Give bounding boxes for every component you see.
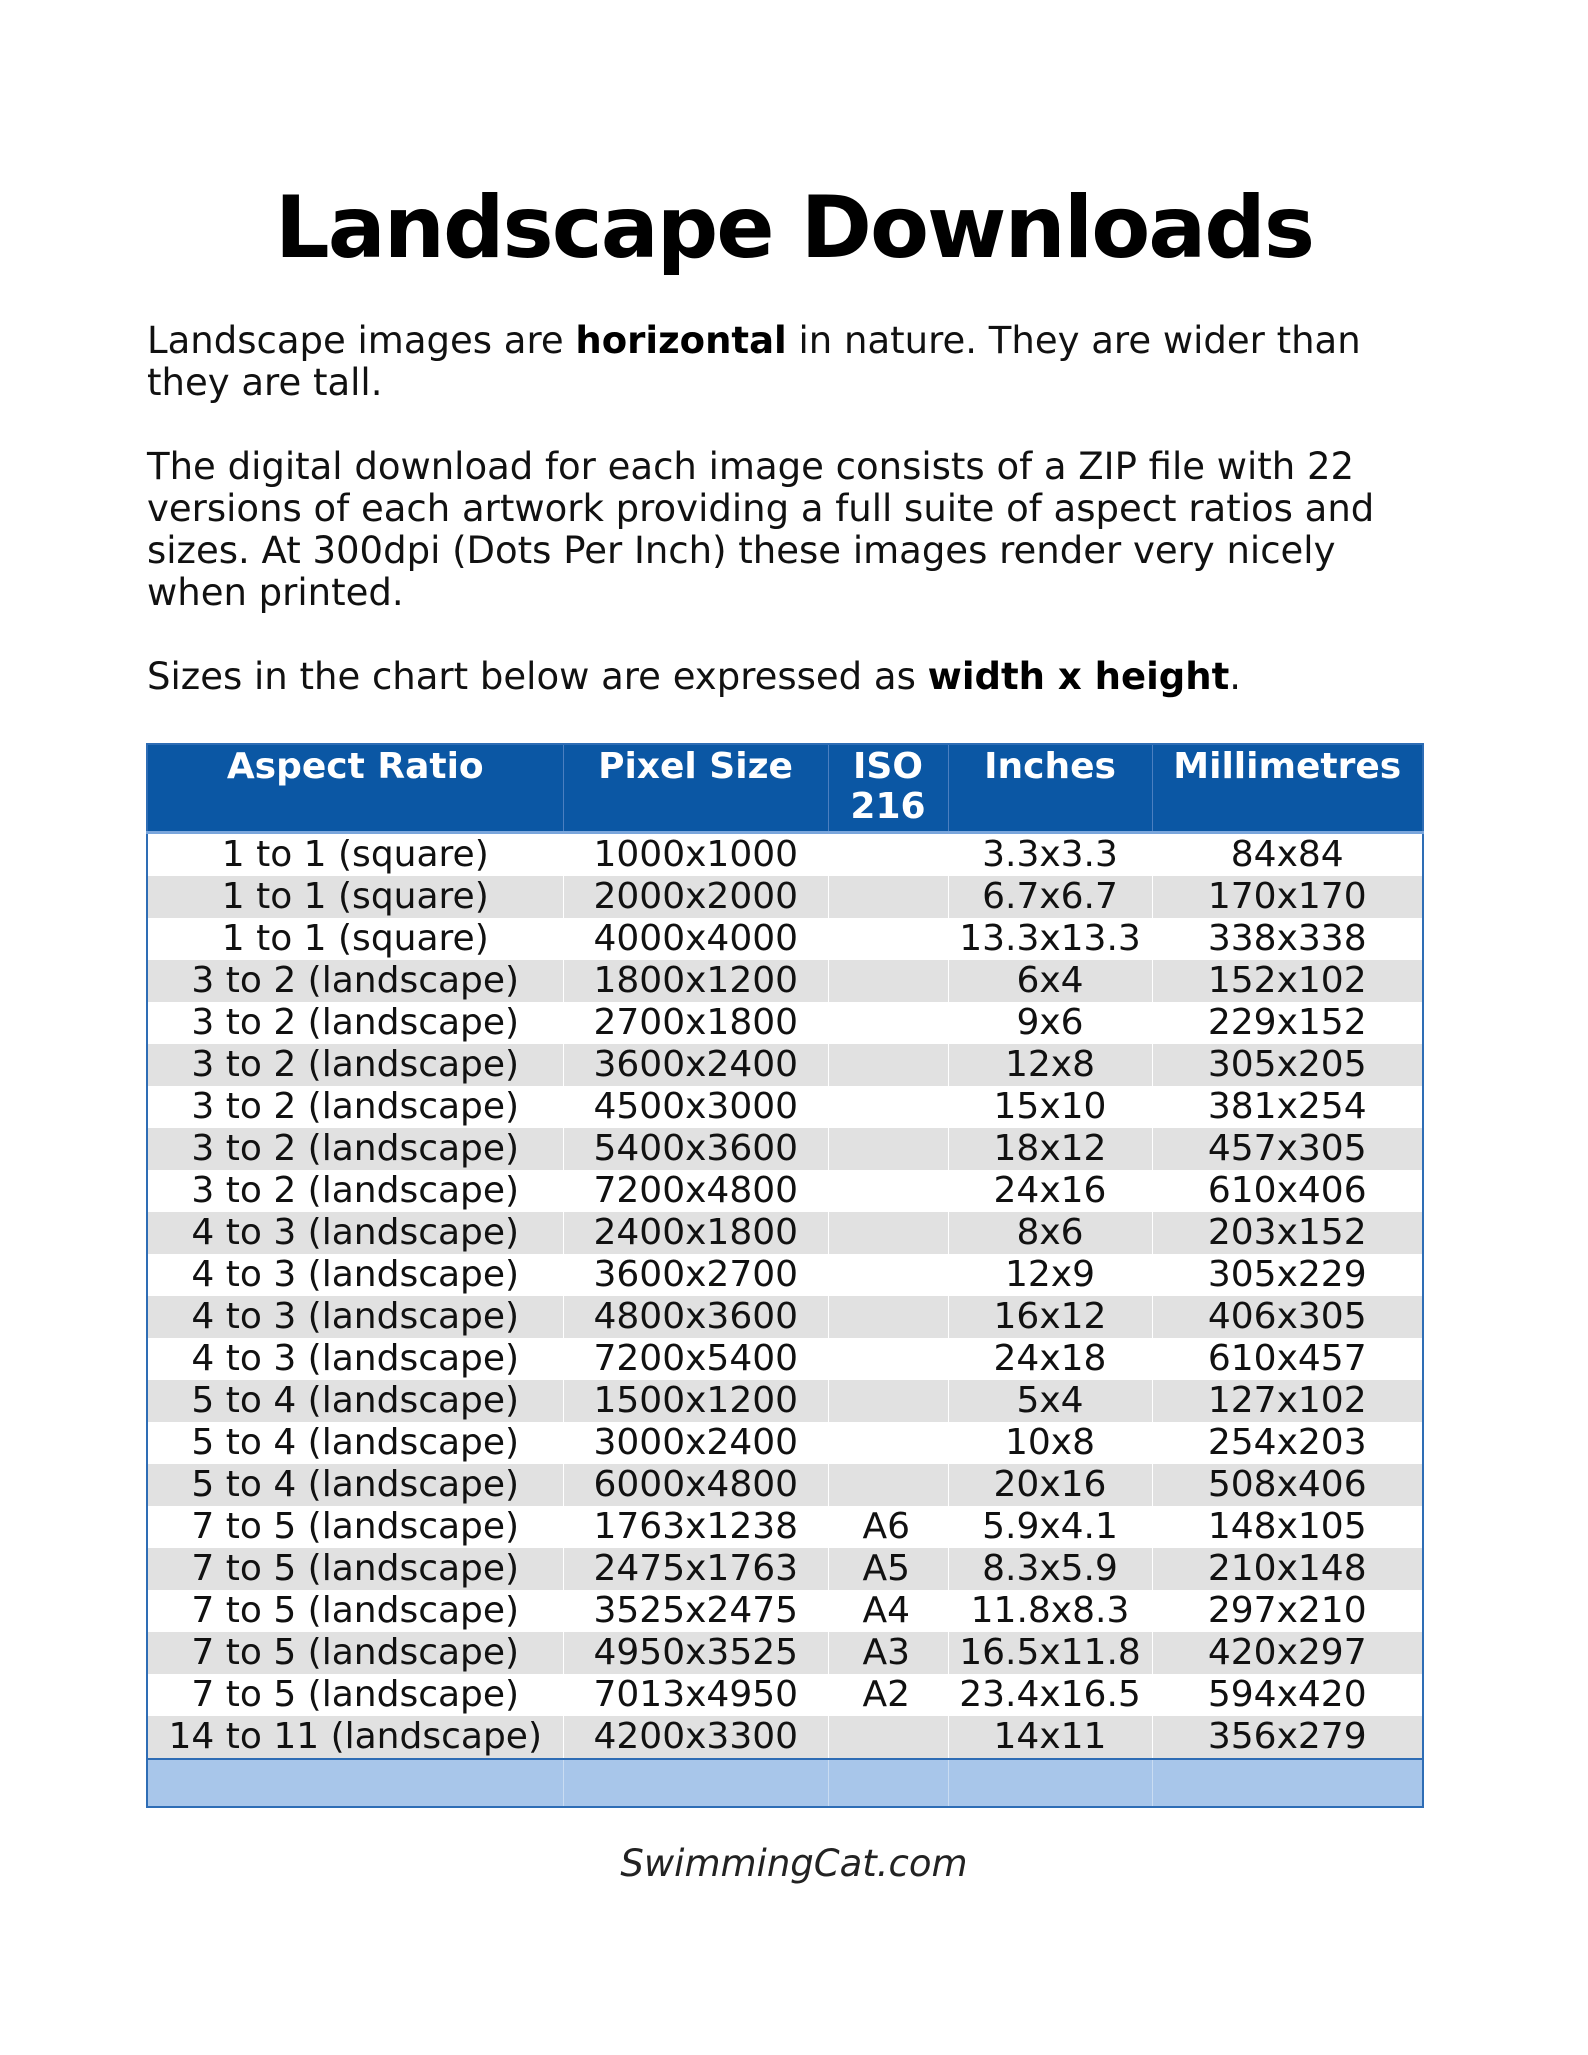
cell-inches: 12x9 [948, 1254, 1152, 1296]
table-row [147, 1254, 1423, 1296]
cell-iso-216 [828, 1380, 948, 1422]
cell-millimetres: 305x205 [1152, 1044, 1423, 1086]
cell-aspect-ratio: 1 to 1 (square) [147, 918, 563, 960]
size-table [146, 743, 1424, 1808]
table-row [147, 1422, 1423, 1464]
intro-paragraph-sizes [147, 656, 1447, 698]
cell-pixel-size: 7013x4950 [563, 1674, 828, 1716]
table-row [147, 1086, 1423, 1128]
cell-iso-216 [828, 1170, 948, 1212]
table-row [147, 1002, 1423, 1044]
cell-pixel-size: 4950x3525 [563, 1632, 828, 1674]
page-title: Landscape Downloads [274, 178, 1314, 278]
table-row [147, 1170, 1423, 1212]
cell-inches: 24x18 [948, 1338, 1152, 1380]
cell-iso-216 [828, 1086, 948, 1128]
cell-iso-216: A2 [828, 1674, 948, 1716]
cell-millimetres: 170x170 [1152, 876, 1423, 918]
cell-aspect-ratio: 3 to 2 (landscape) [147, 1128, 563, 1170]
intro-emphasis: horizontal [575, 319, 787, 362]
cell-iso-216 [828, 833, 948, 877]
cell-pixel-size: 3600x2400 [563, 1044, 828, 1086]
cell-millimetres: 610x406 [1152, 1170, 1423, 1212]
cell-inches: 10x8 [948, 1422, 1152, 1464]
cell-inches: 13.3x13.3 [948, 918, 1152, 960]
table-row [147, 1464, 1423, 1506]
table-row [147, 1632, 1423, 1674]
cell-inches: 3.3x3.3 [948, 833, 1152, 877]
cell-pixel-size: 2400x1800 [563, 1212, 828, 1254]
cell-pixel-size: 3000x2400 [563, 1422, 828, 1464]
cell-millimetres: 356x279 [1152, 1716, 1423, 1759]
table-row [147, 1674, 1423, 1716]
table-row [147, 960, 1423, 1002]
table-row [147, 1716, 1423, 1759]
cell-inches: 16.5x11.8 [948, 1632, 1152, 1674]
size-chart [146, 743, 1422, 1808]
cell-pixel-size: 7200x4800 [563, 1170, 828, 1212]
cell-iso-216 [828, 1296, 948, 1338]
cell-millimetres: 594x420 [1152, 1674, 1423, 1716]
cell-iso-216 [828, 960, 948, 1002]
cell-millimetres: 508x406 [1152, 1464, 1423, 1506]
cell-iso-216 [828, 1128, 948, 1170]
cell-pixel-size: 5400x3600 [563, 1128, 828, 1170]
table-footer-cell [147, 1759, 563, 1807]
cell-millimetres: 338x338 [1152, 918, 1423, 960]
cell-aspect-ratio: 3 to 2 (landscape) [147, 1002, 563, 1044]
table-body [147, 833, 1423, 1760]
intro-paragraph-orientation [147, 320, 1447, 404]
cell-pixel-size: 3600x2700 [563, 1254, 828, 1296]
intro-text: in nature. They are wider than they are tall. [147, 319, 1361, 404]
table-row [147, 1338, 1423, 1380]
cell-pixel-size: 1000x1000 [563, 833, 828, 877]
cell-iso-216: A3 [828, 1632, 948, 1674]
table-footer-cell [563, 1759, 828, 1807]
cell-millimetres: 457x305 [1152, 1128, 1423, 1170]
table-footer-row [147, 1759, 1423, 1807]
cell-iso-216 [828, 1422, 948, 1464]
cell-aspect-ratio: 5 to 4 (landscape) [147, 1380, 563, 1422]
cell-inches: 15x10 [948, 1086, 1152, 1128]
cell-inches: 6x4 [948, 960, 1152, 1002]
cell-millimetres: 127x102 [1152, 1380, 1423, 1422]
cell-iso-216 [828, 1338, 948, 1380]
cell-inches: 5x4 [948, 1380, 1152, 1422]
intro-text: Sizes in the chart below are expressed as [147, 655, 928, 698]
cell-millimetres: 610x457 [1152, 1338, 1423, 1380]
cell-iso-216 [828, 1716, 948, 1759]
table-row [147, 1128, 1423, 1170]
table-row [147, 918, 1423, 960]
cell-aspect-ratio: 4 to 3 (landscape) [147, 1212, 563, 1254]
column-header-pixel-size: Pixel Size [563, 744, 828, 833]
cell-inches: 5.9x4.1 [948, 1506, 1152, 1548]
intro-paragraph-download: The digital download for each image consists of a ZIP file with 22 versions of each artwork providing a full suite of aspect ratios and sizes. At 300dpi (Dots Per Inch) these images render very nicely when printed. [147, 445, 1375, 614]
cell-millimetres: 305x229 [1152, 1254, 1423, 1296]
cell-pixel-size: 4000x4000 [563, 918, 828, 960]
intro-text: . [1229, 655, 1242, 698]
cell-inches: 24x16 [948, 1170, 1152, 1212]
cell-iso-216: A5 [828, 1548, 948, 1590]
cell-aspect-ratio: 5 to 4 (landscape) [147, 1422, 563, 1464]
cell-aspect-ratio: 3 to 2 (landscape) [147, 1086, 563, 1128]
cell-millimetres: 420x297 [1152, 1632, 1423, 1674]
table-row [147, 1044, 1423, 1086]
cell-iso-216 [828, 1044, 948, 1086]
cell-pixel-size: 6000x4800 [563, 1464, 828, 1506]
cell-inches: 8x6 [948, 1212, 1152, 1254]
cell-iso-216: A6 [828, 1506, 948, 1548]
table-row [147, 1548, 1423, 1590]
cell-millimetres: 210x148 [1152, 1548, 1423, 1590]
cell-inches: 9x6 [948, 1002, 1152, 1044]
cell-inches: 8.3x5.9 [948, 1548, 1152, 1590]
cell-millimetres: 381x254 [1152, 1086, 1423, 1128]
cell-aspect-ratio: 7 to 5 (landscape) [147, 1548, 563, 1590]
cell-pixel-size: 2000x2000 [563, 876, 828, 918]
cell-aspect-ratio: 4 to 3 (landscape) [147, 1254, 563, 1296]
cell-iso-216 [828, 918, 948, 960]
cell-aspect-ratio: 1 to 1 (square) [147, 833, 563, 877]
cell-millimetres: 406x305 [1152, 1296, 1423, 1338]
cell-millimetres: 297x210 [1152, 1590, 1423, 1632]
column-header-aspect-ratio: Aspect Ratio [147, 744, 563, 833]
cell-inches: 14x11 [948, 1716, 1152, 1759]
cell-aspect-ratio: 7 to 5 (landscape) [147, 1674, 563, 1716]
cell-aspect-ratio: 7 to 5 (landscape) [147, 1632, 563, 1674]
column-header-iso-216: ISO 216 [828, 744, 948, 833]
cell-aspect-ratio: 1 to 1 (square) [147, 876, 563, 918]
cell-pixel-size: 2700x1800 [563, 1002, 828, 1044]
cell-pixel-size: 4500x3000 [563, 1086, 828, 1128]
cell-aspect-ratio: 3 to 2 (landscape) [147, 1170, 563, 1212]
cell-iso-216 [828, 1002, 948, 1044]
cell-aspect-ratio: 3 to 2 (landscape) [147, 960, 563, 1002]
table-row [147, 833, 1423, 877]
cell-pixel-size: 2475x1763 [563, 1548, 828, 1590]
cell-pixel-size: 7200x5400 [563, 1338, 828, 1380]
cell-pixel-size: 1500x1200 [563, 1380, 828, 1422]
cell-pixel-size: 4800x3600 [563, 1296, 828, 1338]
table-row [147, 1506, 1423, 1548]
cell-millimetres: 254x203 [1152, 1422, 1423, 1464]
cell-aspect-ratio: 5 to 4 (landscape) [147, 1464, 563, 1506]
cell-inches: 20x16 [948, 1464, 1152, 1506]
cell-inches: 12x8 [948, 1044, 1152, 1086]
column-header-inches: Inches [948, 744, 1152, 833]
cell-aspect-ratio: 7 to 5 (landscape) [147, 1506, 563, 1548]
cell-pixel-size: 1800x1200 [563, 960, 828, 1002]
cell-millimetres: 84x84 [1152, 833, 1423, 877]
intro-text: Landscape images are [147, 319, 576, 362]
table-row [147, 1380, 1423, 1422]
cell-aspect-ratio: 14 to 11 (landscape) [147, 1716, 563, 1759]
cell-iso-216 [828, 1464, 948, 1506]
table-header-row [147, 744, 1423, 833]
cell-inches: 23.4x16.5 [948, 1674, 1152, 1716]
cell-iso-216 [828, 1254, 948, 1296]
cell-inches: 6.7x6.7 [948, 876, 1152, 918]
table-row [147, 1296, 1423, 1338]
cell-inches: 16x12 [948, 1296, 1152, 1338]
cell-aspect-ratio: 3 to 2 (landscape) [147, 1044, 563, 1086]
table-footer-cell [1152, 1759, 1423, 1807]
cell-pixel-size: 1763x1238 [563, 1506, 828, 1548]
cell-pixel-size: 4200x3300 [563, 1716, 828, 1759]
column-header-millimetres: Millimetres [1152, 744, 1423, 833]
cell-millimetres: 229x152 [1152, 1002, 1423, 1044]
cell-iso-216 [828, 876, 948, 918]
table-row [147, 1590, 1423, 1632]
cell-aspect-ratio: 4 to 3 (landscape) [147, 1338, 563, 1380]
table-row [147, 876, 1423, 918]
cell-iso-216: A4 [828, 1590, 948, 1632]
cell-aspect-ratio: 7 to 5 (landscape) [147, 1590, 563, 1632]
cell-aspect-ratio: 4 to 3 (landscape) [147, 1296, 563, 1338]
cell-millimetres: 152x102 [1152, 960, 1423, 1002]
cell-millimetres: 148x105 [1152, 1506, 1423, 1548]
cell-inches: 18x12 [948, 1128, 1152, 1170]
cell-iso-216 [828, 1212, 948, 1254]
intro-emphasis: width x height [927, 655, 1230, 698]
table-footer-cell [948, 1759, 1152, 1807]
cell-pixel-size: 3525x2475 [563, 1590, 828, 1632]
cell-millimetres: 203x152 [1152, 1212, 1423, 1254]
table-row [147, 1212, 1423, 1254]
site-credit: SwimmingCat.com [620, 1842, 968, 1885]
cell-inches: 11.8x8.3 [948, 1590, 1152, 1632]
table-footer-cell [828, 1759, 948, 1807]
